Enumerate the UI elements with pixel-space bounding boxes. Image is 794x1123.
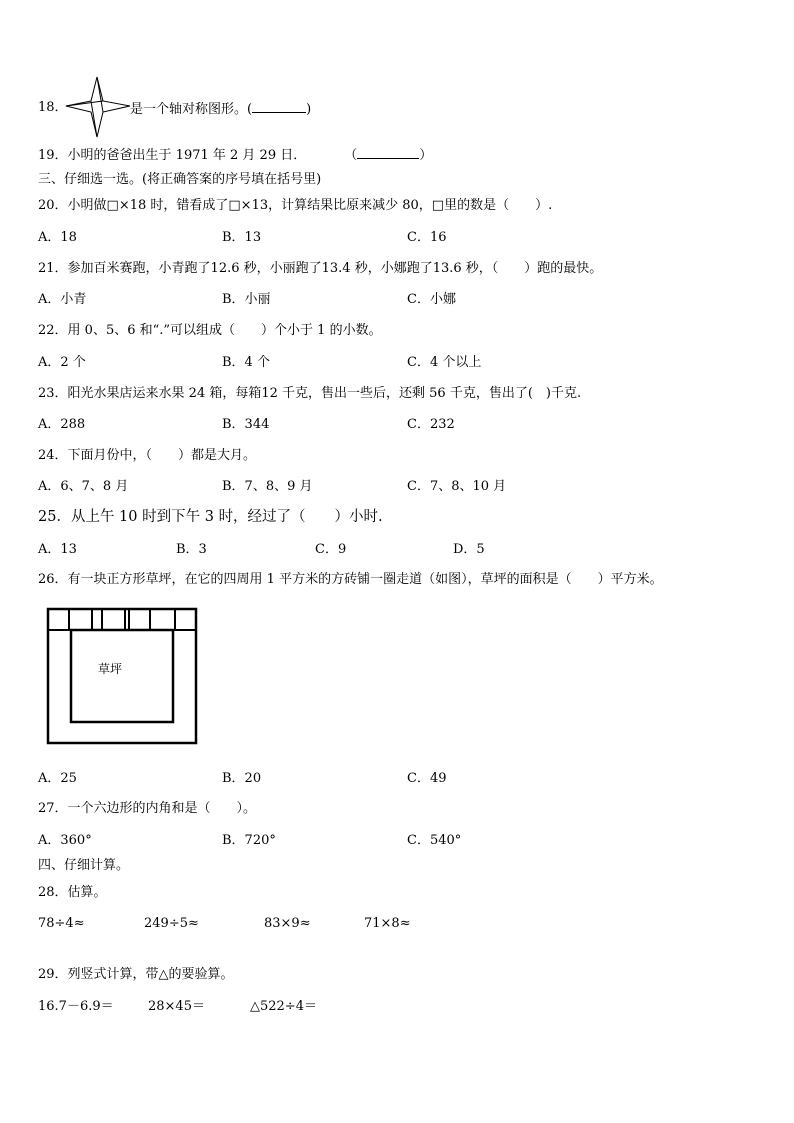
option-c[interactable]: C．49 xyxy=(407,771,447,786)
calc-item: 16.7－6.9＝ xyxy=(38,999,114,1014)
question-25: 25．从上午 10 时到下午 3 时，经过了（ ）小时. xyxy=(38,509,383,525)
option-b[interactable]: B．20 xyxy=(222,771,262,786)
question-19: 19．小明的爸爸出生于 1971 年 2 月 29 日． （ ） xyxy=(38,148,433,163)
estimate-item: 83×9≈ xyxy=(264,916,311,931)
option-c[interactable]: C．小娜 xyxy=(407,292,456,307)
question-24: 24．下面月份中，（ ）都是大月。 xyxy=(38,448,257,463)
question-29: 29．列竖式计算，带△的要验算。 xyxy=(38,967,234,982)
option-b[interactable]: B．4 个 xyxy=(222,355,270,370)
option-c[interactable]: C．232 xyxy=(407,417,455,432)
question-22: 22．用 0、5、6 和“.”可以组成（ ）个小于 1 的小数。 xyxy=(38,323,382,338)
question-18-text: 是一个轴对称图形。( ) xyxy=(130,102,312,117)
calc-item: 28×45＝ xyxy=(148,999,205,1014)
option-b[interactable]: B．7、8、9 月 xyxy=(222,479,313,494)
option-b[interactable]: B．344 xyxy=(222,417,270,432)
estimate-item: 78÷4≈ xyxy=(38,916,85,931)
lawn-label: 草坪 xyxy=(98,662,123,676)
option-c[interactable]: C．9 xyxy=(315,542,347,557)
question-21: 21．参加百米赛跑，小青跑了12.6 秒，小丽跑了13.4 秒，小娜跑了13.6 秒，（ ）跑的最快。 xyxy=(38,261,603,276)
section-4-heading: 四、仔细计算。 xyxy=(38,858,130,873)
option-a[interactable]: A．6、7、8 月 xyxy=(38,479,129,494)
section-3-heading: 三、仔细选一选。(将正确答案的序号填在括号里) xyxy=(38,172,322,187)
answer-blank[interactable] xyxy=(252,100,306,113)
option-b[interactable]: B．13 xyxy=(222,230,262,245)
question-26: 26．有一块正方形草坪，在它的四周用 1 平方米的方砖铺一圈走道（如图），草坪的面积是（ ）平方米。 xyxy=(38,572,663,587)
option-a[interactable]: A．小青 xyxy=(38,292,87,307)
option-a[interactable]: A．360° xyxy=(38,833,92,848)
option-b[interactable]: B．720° xyxy=(222,833,276,848)
option-c[interactable]: C．16 xyxy=(407,230,447,245)
answer-blank[interactable] xyxy=(357,146,419,159)
option-a[interactable]: A．18 xyxy=(38,230,77,245)
option-a[interactable]: A．2 个 xyxy=(38,355,86,370)
question-number: 18． xyxy=(38,100,68,115)
question-27: 27．一个六边形的内角和是（ ）。 xyxy=(38,801,257,816)
option-b[interactable]: B．3 xyxy=(176,542,207,557)
option-a[interactable]: A．288 xyxy=(38,417,86,432)
option-c[interactable]: C．7、8、10 月 xyxy=(407,479,507,494)
option-c[interactable]: C．540° xyxy=(407,833,462,848)
option-d[interactable]: D．5 xyxy=(453,542,485,557)
estimate-item: 71×8≈ xyxy=(364,916,411,931)
question-20: 20．小明做□×18 时，错看成了□×13，计算结果比原来减少 80，□里的数是（ ）. xyxy=(38,198,553,213)
option-a[interactable]: A．25 xyxy=(38,771,77,786)
question-23: 23．阳光水果店运来水果 24 箱，每箱12 千克，售出一些后，还剩 56 千克，售出了( )千克. xyxy=(38,386,582,401)
calc-item: △522÷4＝ xyxy=(250,999,317,1014)
option-a[interactable]: A．13 xyxy=(38,542,77,557)
option-b[interactable]: B．小丽 xyxy=(222,292,271,307)
option-c[interactable]: C．4 个以上 xyxy=(407,355,482,370)
question-28: 28．估算。 xyxy=(38,885,107,900)
estimate-item: 249÷5≈ xyxy=(144,916,199,931)
star-shape-icon xyxy=(64,75,132,139)
